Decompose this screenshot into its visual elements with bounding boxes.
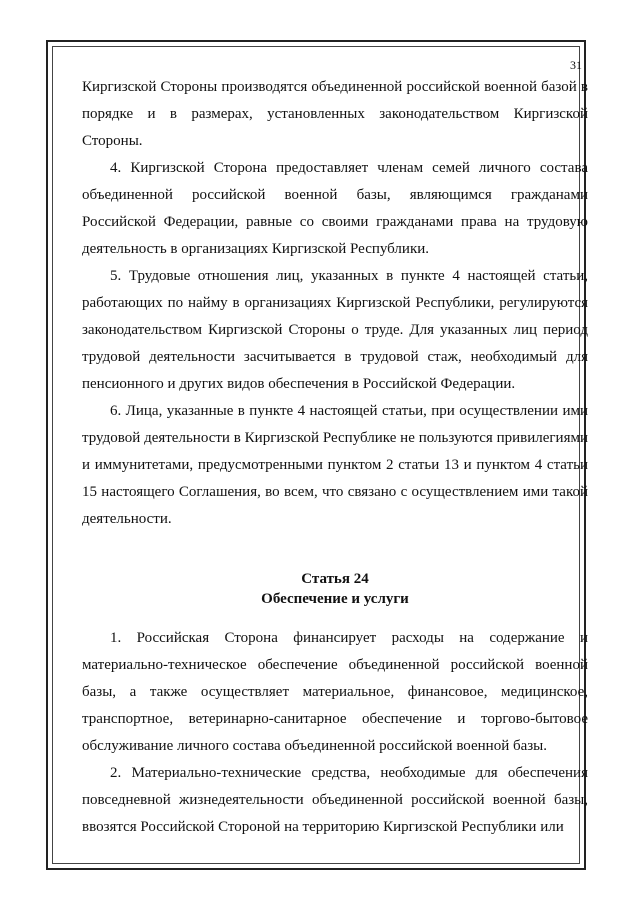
paragraph: 6. Лица, указанные в пункте 4 настоящей статьи, при осуществлении ими трудовой деятельности в Киргизской Республике не пользуются привилегиями и иммунитетами, предусмотренными пунктом 2 статьи 13 и пунктом 4 статьи 15 настоящего Соглашения, во всем, что связано с осуществлением ими такой деятельности. bbox=[82, 403, 588, 527]
article-heading bbox=[82, 569, 588, 609]
paragraph: Киргизской Стороны производятся объединенной российской военной базой в порядке и в размерах, установленных законодательством Киргизской Стороны. bbox=[82, 79, 588, 149]
paragraphs-after bbox=[82, 625, 588, 841]
article-number: Статья 24 bbox=[301, 571, 369, 587]
paragraph: 4. Киргизской Сторона предоставляет членам семей личного состава объединенной российской военной базы, являющимся гражданами Российской Федерации, равные со своими гражданами права на трудовую деятельность в организациях Киргизской Республики. bbox=[82, 160, 588, 257]
paragraph: 1. Российская Сторона финансирует расходы на содержание и материально-техническое обеспечение объединенной российской военной базы, а также осуществляет материальное, финансовое, медицинское, транспортное, ветеринарно-санитарное обеспечение и торгово-бытовое обслуживание личного состава объединенной российской военной базы. bbox=[82, 630, 588, 754]
page-number: 31 bbox=[570, 58, 582, 72]
article-title: Обеспечение и услуги bbox=[261, 591, 409, 607]
document-body bbox=[82, 74, 588, 841]
paragraphs-before bbox=[82, 74, 588, 533]
paragraph: 2. Материально-технические средства, необходимые для обеспечения повседневной жизнедеятельности объединенной российской военной базы, ввозятся Российской Стороной на территорию Киргизской Республики или bbox=[82, 765, 588, 835]
paragraph: 5. Трудовые отношения лиц, указанных в пункте 4 настоящей статьи, работающих по найму в организациях Киргизской Республики, регулируются законодательством Киргизской Стороны о труде. Для указанных лиц период трудовой деятельности засчитывается в трудовой стаж, необходимый для пенсионного и других видов обеспечения в Российской Федерации. bbox=[82, 268, 588, 392]
